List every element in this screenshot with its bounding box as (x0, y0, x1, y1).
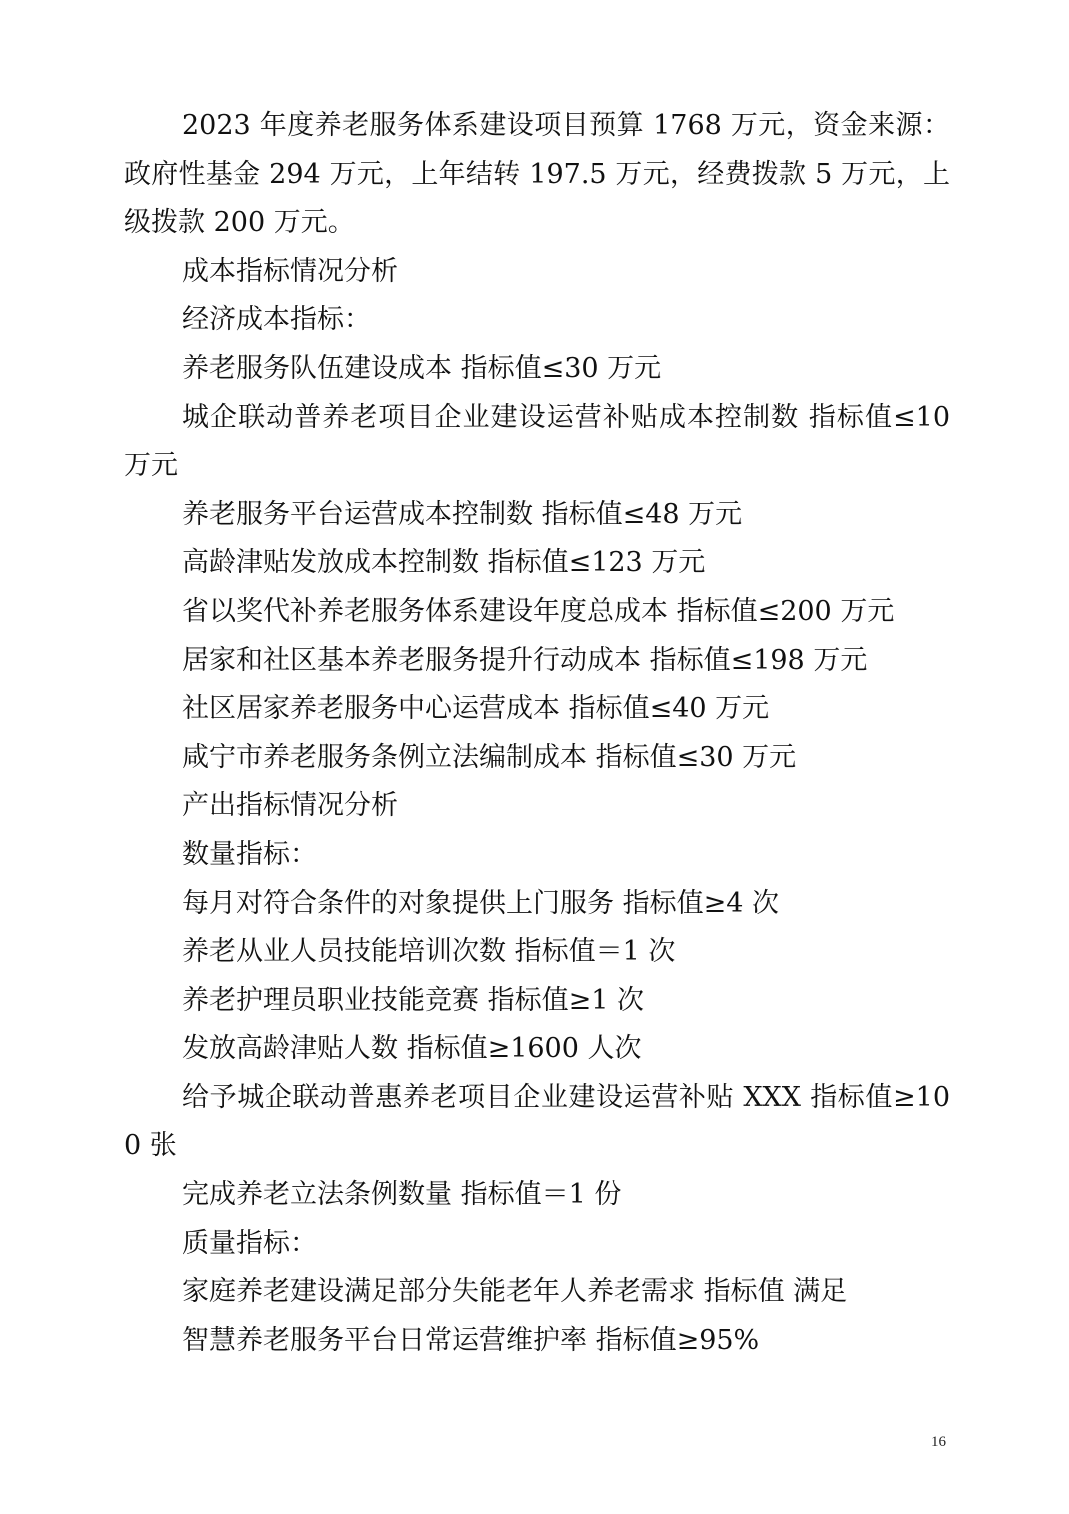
paragraph: 社区居家养老服务中心运营成本 指标值≤40 万元 (182, 693, 770, 725)
paragraph: 高龄津贴发放成本控制数 指标值≤123 万元 (182, 547, 706, 579)
paragraph: 2023 年度养老服务体系建设项目预算 1768 万元，资金来源：政府性基金 294 万元，上年结转 197.5 万元，经费拨款 5 万元，上级拨款 200 万元。 (124, 110, 950, 239)
paragraph: 数量指标： (182, 838, 317, 870)
paragraph: 养老服务队伍建设成本 指标值≤30 万元 (182, 352, 662, 384)
paragraph: 养老从业人员技能培训次数 指标值＝1 次 (182, 936, 676, 968)
paragraph: 家庭养老建设满足部分失能老年人养老需求 指标值 满足 (182, 1276, 848, 1308)
paragraph: 咸宁市养老服务条例立法编制成本 指标值≤30 万元 (182, 741, 797, 773)
paragraph: 智慧养老服务平台日常运营维护率 指标值≥95% (182, 1324, 760, 1356)
paragraph: 经济成本指标： (182, 304, 371, 336)
paragraph: 居家和社区基本养老服务提升行动成本 指标值≤198 万元 (182, 644, 868, 676)
paragraph: 成本指标情况分析 (182, 255, 398, 287)
paragraph: 发放高龄津贴人数 指标值≥1600 人次 (182, 1033, 642, 1065)
paragraph: 质量指标： (182, 1227, 317, 1259)
document-body (124, 102, 950, 1365)
paragraph: 城企联动普养老项目企业建设运营补贴成本控制数 指标值≤10 万元 (124, 401, 950, 482)
page-number: 16 (931, 1434, 946, 1450)
paragraph: 养老服务平台运营成本控制数 指标值≤48 万元 (182, 498, 743, 530)
paragraph: 完成养老立法条例数量 指标值＝1 份 (182, 1179, 622, 1211)
paragraph: 养老护理员职业技能竞赛 指标值≥1 次 (182, 984, 644, 1016)
paragraph: 每月对符合条件的对象提供上门服务 指标值≥4 次 (182, 887, 779, 919)
paragraph: 给予城企联动普惠养老项目企业建设运营补贴 XXX 指标值≥100 张 (124, 1081, 950, 1162)
paragraph: 省以奖代补养老服务体系建设年度总成本 指标值≤200 万元 (182, 595, 895, 627)
paragraph: 产出指标情况分析 (182, 790, 398, 822)
